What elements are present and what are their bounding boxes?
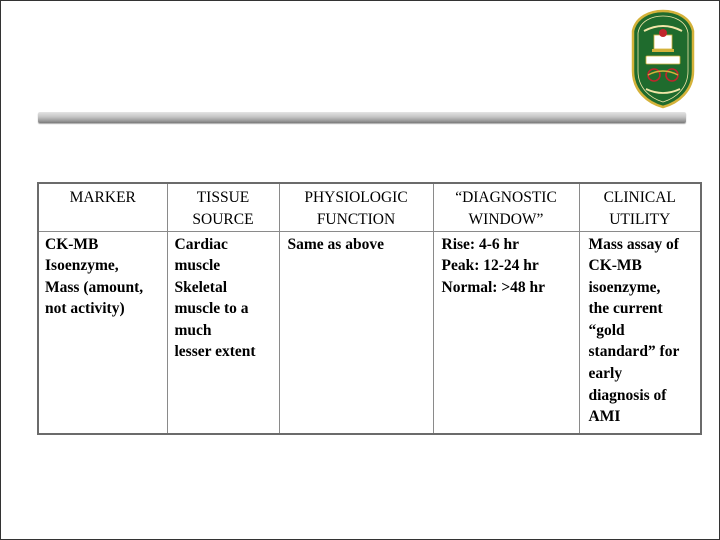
university-crest-icon	[630, 9, 696, 109]
header-clinical-utility: CLINICAL UTILITY	[579, 183, 701, 231]
cell-diagnostic-window: Rise: 4-6 hr Peak: 12-24 hr Normal: >48 hr	[433, 231, 579, 434]
cell-tissue-source: Cardiac muscle Skeletal muscle to a much lesser extent	[167, 231, 279, 434]
title-divider-bar	[38, 112, 686, 123]
cell-marker: CK-MB Isoenzyme, Mass (amount, not activity)	[38, 231, 167, 434]
cell-clinical-utility: Mass assay of CK-MB isoenzyme, the current “gold standard” for early diagnosis of AMI	[579, 231, 701, 434]
cell-physiologic-function: Same as above	[279, 231, 433, 434]
header-physiologic-function: PHYSIOLOGIC FUNCTION	[279, 183, 433, 231]
table-header-row	[38, 183, 701, 231]
header-marker: MARKER	[38, 183, 167, 231]
cardiac-markers-table	[37, 182, 702, 435]
table-row	[38, 231, 701, 434]
header-diagnostic-window: “DIAGNOSTIC WINDOW”	[433, 183, 579, 231]
header-tissue-source: TISSUE SOURCE	[167, 183, 279, 231]
